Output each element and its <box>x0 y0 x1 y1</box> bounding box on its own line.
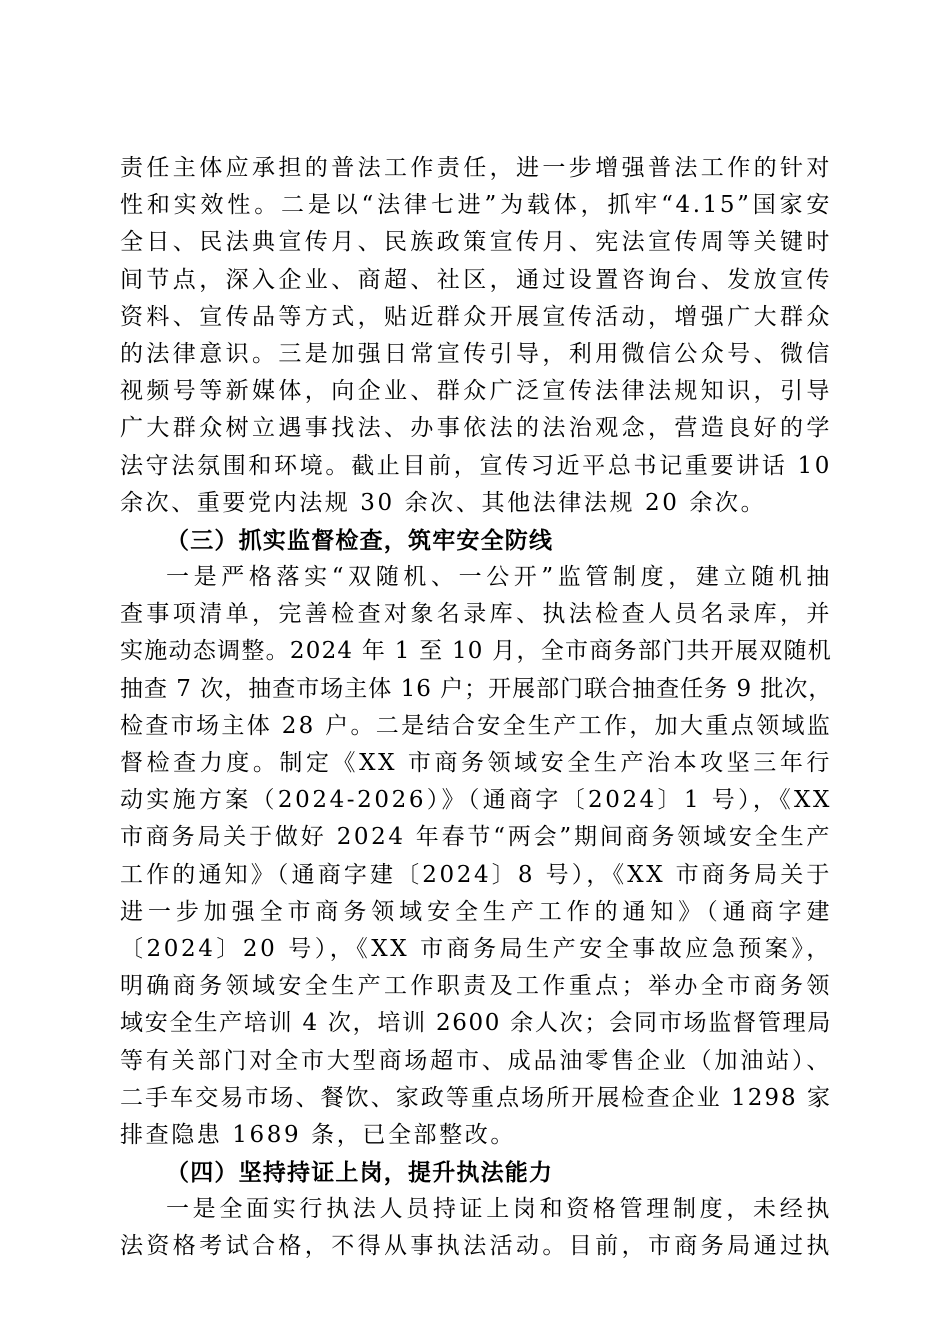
paragraph-start-line: 一是严格落实“双随机、一公开”监管制度，建立随机抽 <box>166 564 832 591</box>
text-line: 进一步加强全市商务领域安全生产工作的通知》（通商字建 <box>120 898 832 925</box>
text-line: 法资格考试合格，不得从事执法活动。目前，市商务局通过执 <box>120 1233 832 1260</box>
text-line: 法守法氛围和环境。截止目前，宣传习近平总书记重要讲话 10 <box>120 452 832 479</box>
text-line: 性和实效性。二是以“法律七进”为载体，抓牢“4.15”国家安 <box>120 192 832 219</box>
section-heading: （四）坚持持证上岗，提升执法能力 <box>166 1159 554 1187</box>
text-line: 等有关部门对全市大型商场超市、成品油零售企业（加油站）、 <box>120 1047 832 1074</box>
paragraph-start-line: 一是全面实行执法人员持证上岗和资格管理制度，未经执 <box>166 1196 832 1223</box>
text-line: 域安全生产培训 4 次，培训 2600 余人次；会同市场监督管理局 <box>120 1010 832 1037</box>
text-line: 广大群众树立遇事找法、办事依法的法治观念，营造良好的学 <box>120 415 832 442</box>
text-line: 〔2024〕20 号），《XX 市商务局生产安全事故应急预案》， <box>120 935 832 962</box>
text-line: 督检查力度。制定《XX 市商务领域安全生产治本攻坚三年行 <box>120 750 832 776</box>
document-body <box>120 150 832 1266</box>
text-line: 动实施方案（2024-2026）》（通商字〔2024〕1 号），《XX <box>120 787 832 814</box>
text-line: 的法律意识。三是加强日常宣传引导，利用微信公众号、微信 <box>120 340 832 367</box>
text-line: 二手车交易市场、餐饮、家政等重点场所开展检查企业 1298 家 <box>120 1084 832 1111</box>
text-line: 间节点，深入企业、商超、社区，通过设置咨询台、发放宣传 <box>120 266 832 293</box>
text-line: 查事项清单，完善检查对象名录库、执法检查人员名录库，并 <box>120 601 832 628</box>
text-line: 工作的通知》（通商字建〔2024〕8 号），《XX 市商务局关于 <box>120 861 832 888</box>
paragraph-end-line: 余次、重要党内法规 30 余次、其他法律法规 20 余次。 <box>120 489 767 516</box>
text-line: 检查市场主体 28 户。二是结合安全生产工作，加大重点领域监 <box>120 712 832 739</box>
text-line: 视频号等新媒体，向企业、群众广泛宣传法律法规知识，引导 <box>120 378 832 405</box>
text-line: 市商务局关于做好 2024 年春节“两会”期间商务领域安全生产 <box>120 824 832 851</box>
text-line: 明确商务领域安全生产工作职责及工作重点；举办全市商务领 <box>120 973 832 1000</box>
text-line: 资料、宣传品等方式，贴近群众开展宣传活动，增强广大群众 <box>120 303 832 330</box>
text-line: 责任主体应承担的普法工作责任，进一步增强普法工作的针对 <box>120 155 832 181</box>
section-heading: （三）抓实监督检查，筑牢安全防线 <box>166 526 554 554</box>
text-line: 抽查 7 次，抽查市场主体 16 户；开展部门联合抽查任务 9 批次， <box>120 675 833 702</box>
text-line: 实施动态调整。2024 年 1 至 10 月，全市商务部门共开展双随机 <box>120 638 832 665</box>
text-line: 全日、民法典宣传月、民族政策宣传月、宪法宣传周等关键时 <box>120 229 832 256</box>
paragraph-end-line: 排查隐患 1689 条，已全部整改。 <box>120 1121 516 1148</box>
